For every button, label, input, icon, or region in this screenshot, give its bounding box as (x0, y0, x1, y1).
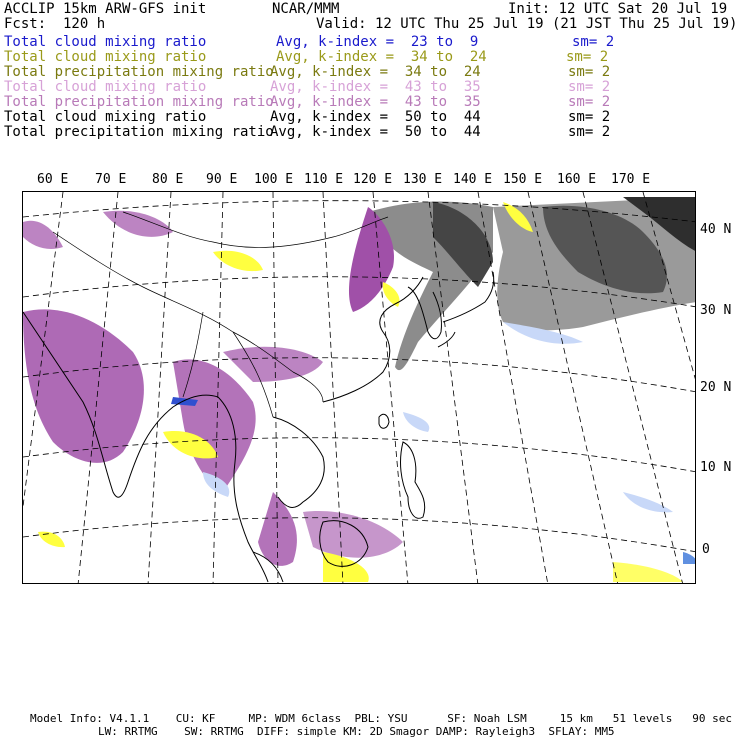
field-name: Total cloud mixing ratio (4, 109, 207, 125)
forecast-map (22, 191, 696, 584)
field-name: Total precipitation mixing ratio (4, 94, 274, 110)
lon-label: 120 E (353, 172, 393, 187)
lon-label: 70 E (95, 172, 127, 187)
cloud-fields (23, 197, 696, 582)
lon-label: 170 E (611, 172, 651, 187)
field-name: Total cloud mixing ratio (4, 79, 207, 95)
lon-label: 90 E (206, 172, 238, 187)
lon-label: 130 E (403, 172, 443, 187)
field-smoothing: sm= 2 (568, 79, 611, 95)
model-info-line1: Model Info: V4.1.1 CU: KF MP: WDM 6class PBL: YSU SF: Noah LSM 15 km 51 levels 90 sec (30, 712, 732, 725)
lon-label: 110 E (304, 172, 344, 187)
field-avg: Avg, k-index = 23 to 9 (276, 34, 479, 50)
field-smoothing: sm= 2 (568, 109, 611, 125)
field-avg: Avg, k-index = 50 to 44 (270, 124, 481, 140)
lat-label: 40 N (700, 222, 732, 237)
lat-label: 10 N (700, 460, 732, 475)
lon-label: 60 E (37, 172, 69, 187)
organization-label: NCAR/MMM (272, 1, 340, 17)
field-smoothing: sm= 2 (566, 49, 609, 65)
field-smoothing: sm= 2 (568, 94, 611, 110)
plot-title: ACCLIP 15km ARW-GFS init (4, 1, 207, 17)
lon-label: 160 E (557, 172, 597, 187)
lon-label: 150 E (503, 172, 543, 187)
forecast-hour: Fcst: 120 h (4, 16, 106, 32)
field-avg: Avg, k-index = 43 to 35 (270, 79, 481, 95)
lat-label: 30 N (700, 303, 732, 318)
valid-time: Valid: 12 UTC Thu 25 Jul 19 (21 JST Thu 25 Jul 19) (316, 16, 738, 32)
lon-label: 140 E (453, 172, 493, 187)
model-info-line2: LW: RRTMG SW: RRTMG DIFF: simple KM: 2D Smagor DAMP: Rayleigh3 SFLAY: MM5 (98, 725, 615, 738)
field-avg: Avg, k-index = 34 to 24 (276, 49, 487, 65)
field-name: Total cloud mixing ratio (4, 49, 207, 65)
field-name: Total precipitation mixing ratio (4, 124, 274, 140)
field-avg: Avg, k-index = 50 to 44 (270, 109, 481, 125)
init-time: Init: 12 UTC Sat 20 Jul 19 (508, 1, 728, 17)
field-smoothing: sm= 2 (572, 34, 615, 50)
field-avg: Avg, k-index = 43 to 35 (270, 94, 481, 110)
field-smoothing: sm= 2 (568, 124, 611, 140)
field-smoothing: sm= 2 (568, 64, 611, 80)
lon-label: 80 E (152, 172, 184, 187)
field-avg: Avg, k-index = 34 to 24 (270, 64, 481, 80)
lat-label: 20 N (700, 380, 732, 395)
field-name: Total precipitation mixing ratio (4, 64, 274, 80)
lat-label: 0 (702, 542, 710, 557)
lon-label: 100 E (254, 172, 294, 187)
map-canvas (23, 192, 696, 584)
field-name: Total cloud mixing ratio (4, 34, 207, 50)
